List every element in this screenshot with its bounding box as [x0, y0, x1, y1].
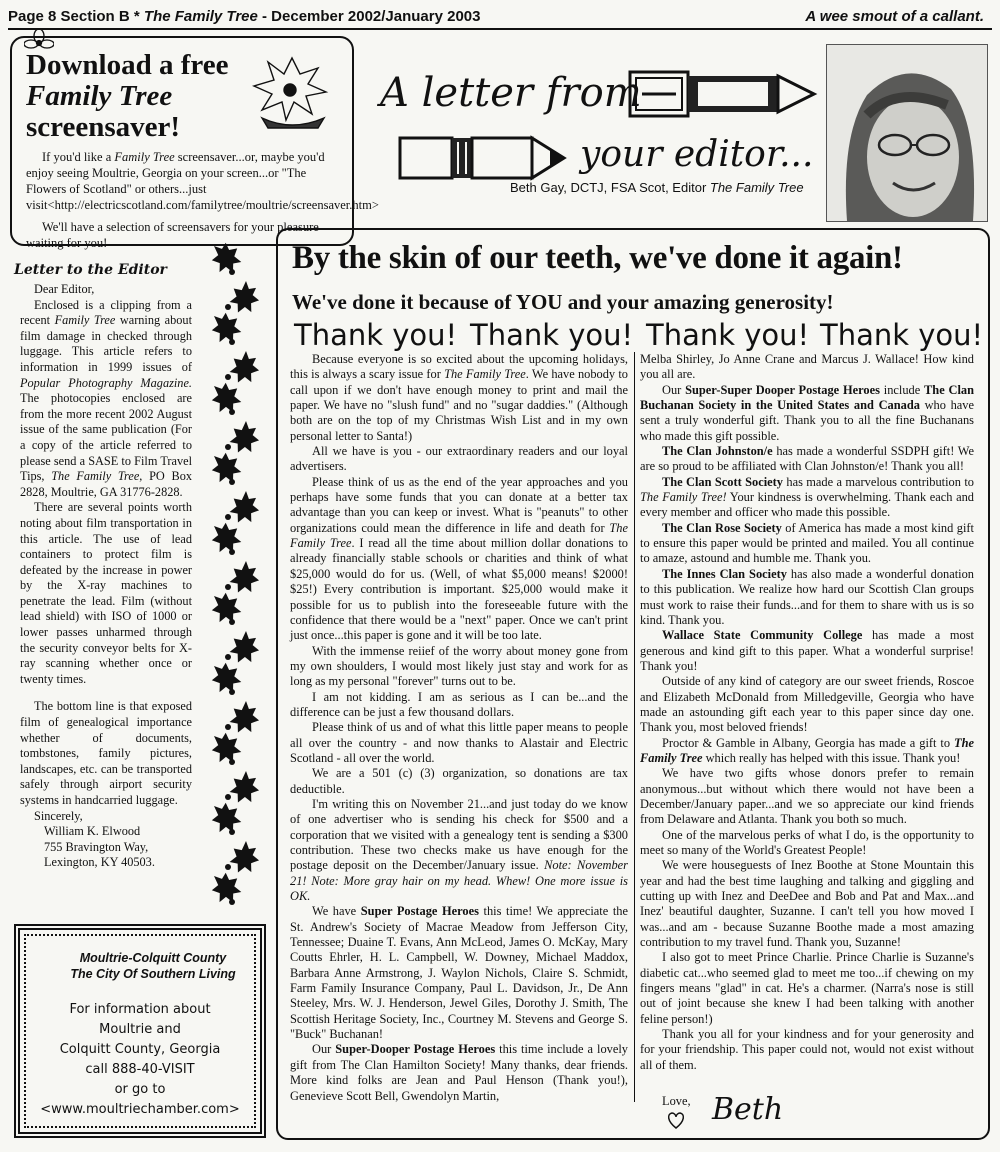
c2p3-d: Your kindness is overwhelming. Thank each and every member and officer who made this possible.	[640, 490, 974, 520]
c1p10-a: Our	[312, 1042, 336, 1057]
promo-text-2: We'll have a selection of screensavers for your pleasure waiting for you!	[26, 220, 319, 250]
letter-p1-em1: Family Tree	[54, 313, 116, 328]
holly-leaf-icon	[207, 728, 246, 769]
c2p6-c: has made a most generous and kind gift to this paper. What a wonderful surprise! Thank you!	[640, 628, 975, 673]
editor-photo	[826, 44, 988, 222]
chamber-heading-1: Moultrie-Colquitt County	[79, 951, 227, 965]
article-paragraph	[640, 521, 974, 567]
promo-line3: screensaver!	[26, 111, 181, 143]
letter-p1-d: , PO Box 2828, Moultrie, GA 31776-2828.	[20, 469, 192, 499]
holly-berry-icon	[225, 584, 231, 590]
holly-leaf-icon	[225, 488, 264, 529]
holly-berry-icon	[229, 689, 235, 695]
editor-title-line1: A letter from	[380, 70, 642, 116]
c2p6-b: Wallace State Community College	[662, 628, 863, 643]
c1p1-a: Because everyone is so excited about the upcoming holidays, this is always a scary issue for	[290, 352, 628, 382]
article-paragraph: I am not kidding. I am as serious as I can be...and the difference can be just a few thousand dollars.	[290, 689, 628, 719]
article-paragraph	[290, 475, 628, 644]
holly-leaf-icon	[225, 558, 264, 599]
holly-border-icon	[192, 236, 274, 922]
promo-link-text[interactable]: screensaver...or, maybe you'd enjoy seeing Moultrie, Georgia on your screen...or "The Flowers of Scotland" or others...just visit<http://electricscotland.com/familytree/moultrie/screensaver.htm>	[26, 150, 379, 212]
holly-leaf-icon	[207, 378, 246, 419]
c2p3-b: The Clan Scott Society	[662, 474, 783, 489]
letter-paragraph-2: There are several points worth noting about film transportation in this article. The use of lead containers to protect film is defeated by the increase in power by the X-ray machines to penetrate the lead. Film (without lead shield) with ISO of 1000 or lower passes unharmed through the security conveyor belts for X-ray scanning whether once or twenty times.	[20, 500, 192, 686]
holly-leaf-icon	[207, 518, 246, 559]
holly-berry-icon	[229, 829, 235, 835]
c2p8-em: The Family Tree	[640, 735, 974, 765]
editor-portrait-icon	[827, 45, 987, 221]
c2p2-b: The Clan Johnston/e	[662, 444, 773, 459]
holly-berry-icon	[229, 899, 235, 905]
letter-closing: Sincerely,	[34, 808, 83, 823]
article-paragraph	[640, 383, 974, 444]
holly-berry-icon	[229, 549, 235, 555]
column-divider	[634, 352, 635, 1102]
holly-berry-icon	[229, 759, 235, 765]
holly-leaf-icon	[207, 308, 246, 349]
c2p1-e: who have sent a truly wonderful gift. Thank you to all the fine Buchanans who made this gift possible.	[640, 398, 974, 443]
holly-berry-icon	[229, 409, 235, 415]
c1p9-c: this time! We appreciate the St. Andrew's Society of Macrae Meadow from Jefferson City, Tennessee; Duaine T. Evans, Ann McLeod, James O. McKay, Mary Coutts Ehrler, H. L. Campbell, W. Downey, Michael Maddox, Barbara Anne Armstrong, J. Waylon Nichols, Claire S. Schmidt, Farm Family Insurance Company, Paul L. Davidson, Jr., De Ann Steeley, Mrs. W. J. Henderson, Jewel Giles, Dorothy J. Smith, The Scottish Heritage Society, Inc., Courtney M. Stevens and George S. "Buck" Buchanan!	[290, 904, 628, 1042]
chamber-website-link[interactable]: <www.moultriechamber.com>	[40, 1102, 240, 1117]
letter-p1-em3: The Family Tree	[51, 469, 140, 484]
holly-leaf-icon	[207, 588, 246, 629]
article-paragraph	[640, 475, 974, 521]
chamber-heading	[20, 950, 260, 982]
page-number: Page 8 Section B	[8, 8, 130, 25]
article-paragraph	[290, 352, 628, 444]
article-column-2	[640, 352, 974, 1073]
holly-leaf-icon	[207, 238, 246, 279]
promo-text-1	[26, 149, 379, 213]
holly-berry-icon	[225, 374, 231, 380]
holly-berry-icon	[225, 304, 231, 310]
c2p1-c: include	[879, 382, 925, 397]
c1p8-em: Note: November 21! Note: More gray hair on my head. Whew! One more issue is OK.	[290, 858, 628, 904]
header-rule	[8, 28, 992, 30]
chamber-line-2: Moultrie and	[99, 1022, 181, 1037]
c2p5-c: has also made a wonderful donation to this publication. We realize how hard our Scottish Clan groups must work to raise their funds...and for them to share with us is so kind. Thank you.	[640, 566, 974, 627]
holly-leaf-icon	[225, 418, 264, 459]
editor-title-line2: your editor...	[580, 134, 814, 175]
screensaver-promo	[10, 36, 379, 250]
publication-name: The Family Tree	[143, 8, 258, 25]
letter-address-2: Lexington, KY 40503.	[44, 855, 155, 870]
c1p9-b: Super Postage Heroes	[360, 904, 479, 919]
letter-body	[20, 282, 192, 871]
c1p1-em: The Family Tree	[444, 367, 526, 382]
holly-berry-icon	[229, 619, 235, 625]
heart-icon	[665, 1110, 687, 1130]
article-paragraph	[640, 567, 974, 628]
article-paragraph: Melba Shirley, Jo Anne Crane and Marcus J. Wallace! How kind you all are.	[640, 352, 974, 382]
c2p4-c: of America has made a most kind gift to ensure this paper would be printed and mailed. You all continue to amaze, astound and humble me. Thank you.	[640, 520, 974, 566]
byline-publication: The Family Tree	[709, 180, 804, 195]
editor-byline	[510, 180, 804, 195]
holly-berry-icon	[225, 794, 231, 800]
article-paragraph	[640, 736, 974, 767]
c1p8-a: I'm writing this on November 21...and just today do we know of one advertiser who is sending his check for $500 and a corporation that we visited with a genealogy tent is sending a $300 contribution. These two checks make us have enough for the postage deposit on the December/January issue.	[290, 796, 628, 873]
c2p8-b: which really has helped with this issue. Thank you!	[702, 750, 961, 765]
holly-leaf-icon	[225, 698, 264, 739]
article-paragraph: We have two gifts whose donors prefer to remain anonymous...but without which there would not have been a December/January paper...and we so appreciate our kind friends from Delaware and Atlanta. Thank you both so much.	[640, 766, 974, 827]
c2p1-b: Super-Super Dooper Postage Heroes	[685, 382, 880, 397]
holly-berry-icon	[225, 864, 231, 870]
promo-text-1-em: Family Tree	[114, 150, 175, 164]
holly-berry-icon	[229, 339, 235, 345]
letter-author: William K. Elwood	[44, 824, 141, 839]
promo-line2: Family Tree	[26, 80, 173, 112]
letter-title: Letter to the Editor	[14, 262, 167, 278]
article-subhead: We've done it because of YOU and your amazing generosity!	[292, 290, 834, 314]
holly-berry-icon	[229, 479, 235, 485]
page-header	[8, 8, 481, 25]
article-paragraph	[290, 1042, 628, 1103]
article-paragraph: Outside of any kind of category are our sweet friends, Roscoe and Elizabeth McDonald from Milledgeville, Georgia who have made an astounding gift each year to this paper since day one. Thank you, most beloved friends!	[640, 674, 974, 735]
c2p1-d: The Clan Buchanan Society in the United States and Canada	[640, 382, 975, 413]
c2p3-c: has made a marvelous contribution to	[782, 474, 974, 489]
c2p8-a: Proctor & Gamble in Albany, Georgia has made a gift to	[662, 735, 955, 750]
c2p4-b: The Clan Rose Society	[662, 520, 782, 535]
c1p10-c: this time include a lovely gift from The Clan Hamilton Society! Many thanks, dear friends. More kind folks are Jean and Paul Henson (Thank you!), Genevieve Scott Bell, Gwendolyn Martin,	[290, 1042, 629, 1103]
promo-line1: Download a free	[26, 49, 229, 81]
c2p3-em: The Family Tree!	[640, 490, 727, 505]
c2p1-a: Our	[662, 382, 686, 397]
header-star: *	[133, 8, 140, 25]
c1p3-b: . I read all the time about million dollar donations to already financially stable schools or charities and think of what $25,000 would do for us. (Well, of what $5,000 means! $2000! $25!) Every contribution is important. $25,000 would make it possible for us to publish into the foreseeable future with the confidence that there would be a "next" paper. Once we can't print just once...this paper is gone and it will be too late.	[290, 536, 628, 643]
article-paragraph: We are a 501 (c) (3) organization, so donations are tax deductible.	[290, 766, 628, 796]
holly-leaf-icon	[225, 348, 264, 389]
c1p9-a: We have	[312, 904, 361, 919]
holly-leaf-icon	[207, 658, 246, 699]
chamber-line-3: Colquitt County, Georgia	[59, 1042, 221, 1057]
article-headline: By the skin of our teeth, we've done it again!	[292, 240, 903, 276]
promo-headline	[26, 50, 256, 143]
holly-leaf-icon	[225, 838, 264, 879]
c1p3-a: Please think of us as the end of the year approaches and you perhaps have some funds that you can donate at a better tax advantage than you can keep or invest. What is "peanuts" to other organizations could mean the difference in life and death for	[290, 474, 628, 535]
header-tagline: A wee smout of a callant.	[805, 8, 984, 25]
issue-date: - December 2002/January 2003	[262, 8, 481, 25]
thank-you-3: Thank you!	[646, 318, 810, 352]
chamber-body	[20, 1000, 260, 1120]
letter-p1-em2: Popular Photography Magazine.	[20, 375, 192, 390]
article-paragraph	[640, 444, 974, 475]
holly-berry-icon	[229, 269, 235, 275]
holly-leaf-icon	[207, 868, 246, 909]
letter-paragraph-3: The bottom line is that exposed film of genealogical importance whether of documents, tombstones, family pictures, landscapes, etc. can be transported safely through airport security systems in handcarried luggage.	[20, 699, 192, 807]
editor-signature: Beth	[712, 1092, 784, 1127]
article-paragraph: Thank you all for your kindness and for your generosity and for your friendship. This paper could not, would not exist without all of them.	[640, 1027, 974, 1072]
fountain-pen-icon	[628, 66, 818, 122]
article-paragraph: With the immense reiief of the worry about money gone from my own shoulders, I would most likely just stay and work for as long as my personal "forever" turns out to be.	[290, 643, 628, 689]
holly-leaf-icon	[207, 798, 246, 839]
article-paragraph	[640, 628, 974, 674]
c1p10-b: Super-Dooper Postage Heroes	[335, 1042, 496, 1057]
letter-p1-a: Enclosed is a clipping from a recent	[20, 297, 192, 328]
letter-p1-c: The photocopies enclosed are from the more recent 2002 August issue of the same publication (For a copy of the article referred to please send a SASE to Film Travel Tips,	[20, 391, 192, 484]
poinsettia-icon	[246, 48, 338, 132]
letter-greeting: Dear Editor,	[34, 282, 95, 296]
c1p1-b: . We have nobody to call upon if we don't have enough money to print and mail the paper. We have no "slush fund" and no "sugar daddies." (Although both are on the top of my Christmas Wish List and in my own personal letter to Santa!)	[290, 367, 628, 443]
holly-leaf-icon	[225, 628, 264, 669]
c2p5-b: The Innes Clan Society	[662, 566, 787, 581]
chamber-line-1: For information about	[69, 1002, 211, 1017]
holly-berry-icon	[225, 444, 231, 450]
c2p2-c: has made a wonderful SSDPH gift! We are so proud to be affiliated with Clan Johnston/e! Thank you all!	[640, 444, 974, 474]
promo-text-1a: If you'd like a	[42, 150, 115, 164]
holly-leaf-icon	[225, 768, 264, 809]
thank-you-4: Thank you!	[820, 318, 984, 352]
article-paragraph: We were houseguests of Inez Boothe at Stone Mountain this year and had the best time laughing and talking and giggling and cutting up with Inez and DeeDee and Bob and Pat and Max...and Inez' beautiful daughter, Suzanne. I can't tell you how moved I was...and am - because Suzanne Boothe made a most amazing contribution to my travel fund. Thank you, Suzanne!	[640, 858, 974, 950]
thank-you-2: Thank you!	[470, 318, 634, 352]
c1p3-em: The Family Tree	[290, 520, 628, 551]
holly-berry-icon	[225, 724, 231, 730]
holly-berry-icon	[225, 514, 231, 520]
chamber-phone: call 888-40-VISIT	[85, 1062, 195, 1077]
holly-berry-icon	[225, 654, 231, 660]
pencil-icon	[398, 134, 568, 182]
article-column-1	[290, 352, 628, 1104]
article-paragraph: All we have is you - our extraordinary readers and our loyal advertisers.	[290, 444, 628, 474]
article-paragraph	[290, 797, 628, 904]
chamber-line-5: or go to	[114, 1082, 166, 1097]
magnolia-icon	[24, 28, 54, 56]
article-paragraph: I also got to meet Prince Charlie. Prince Charlie is Suzanne's diabetic cat...who seemed glad to meet me too...if chewing on my fingers means "glad" in cat. He's a charmer. (Narra's nose is still out of joint because she knew I had been talking with another feline person!)	[640, 950, 974, 1026]
holly-leaf-icon	[225, 278, 264, 319]
article-paragraph	[290, 904, 628, 1042]
letter-address-1: 755 Bravington Way,	[44, 839, 149, 854]
letter-paragraph-1	[20, 298, 192, 501]
thank-you-1: Thank you!	[294, 318, 458, 352]
byline-text: Beth Gay, DCTJ, FSA Scot, Editor	[510, 180, 710, 195]
article-paragraph: Please think of us and of what this little paper means to people all over the country - and now thanks to Alastair and Electric Scotland - all over the world.	[290, 720, 628, 765]
chamber-ad	[14, 924, 266, 1138]
letter-p1-b: warning about film damage in checked through luggage. This article refers to information in 1999 issues of	[20, 313, 192, 374]
closing-love: Love,	[662, 1094, 691, 1108]
holly-leaf-icon	[207, 448, 246, 489]
chamber-heading-2: The City Of Southern Living	[70, 967, 236, 981]
article-paragraph: One of the marvelous perks of what I do, is the opportunity to meet so many of the World's Greatest People!	[640, 827, 974, 857]
